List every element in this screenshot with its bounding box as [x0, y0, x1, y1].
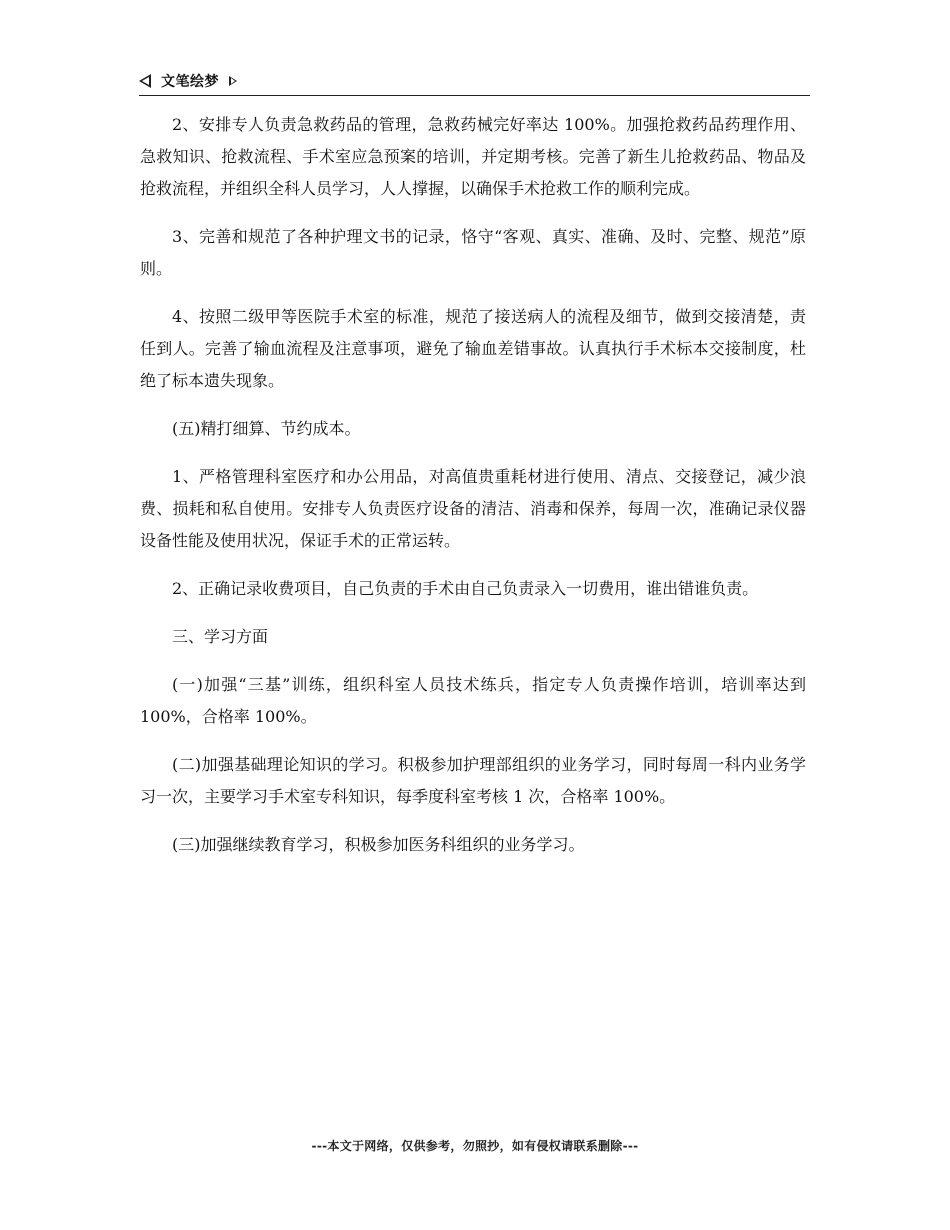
paragraph: 1、严格管理科室医疗和办公用品，对高值贵重耗材进行使用、清点、交接登记，减少浪费、损耗和私自使用。安排专人负责医疗设备的清洁、消毒和保养，每周一次，准确记录仪器设备性能及使用状况，保证手术的正常运转。 [140, 467, 806, 550]
paragraph: 3、完善和规范了各种护理文书的记录，恪守“客观、真实、准确、及时、完整、规范”原则。 [140, 227, 806, 278]
paragraph: 4、按照二级甲等医院手术室的标准，规范了接送病人的流程及细节，做到交接清楚，责任到人。完善了输血流程及注意事项，避免了输血差错事故。认真执行手术标本交接制度，杜绝了标本遗失现象。 [140, 307, 806, 390]
paragraph: (三)加强继续教育学习，积极参加医务科组织的业务学习。 [172, 835, 585, 854]
paragraph: 2、安排专人负责急救药品的管理，急救药械完好率达 100%。加强抢救药品药理作用、急救知识、抢救流程、手术室应急预案的培训，并定期考核。完善了新生儿抢救药品、物品及抢救流程，并组织全科人员学习，人人撑握，以确保手术抢救工作的顺利完成。 [140, 115, 806, 198]
paragraph: (一)加强“三基”训练，组织科室人员技术练兵，指定专人负责操作培训，培训率达到 100%，合格率 100%。 [140, 675, 806, 726]
section-heading: (五)精打细算、节约成本。 [172, 419, 361, 438]
paragraph: (二)加强基础理论知识的学习。积极参加护理部组织的业务学习，同时每周一科内业务学习一次，主要学习手术室专科知识，每季度科室考核 1 次，合格率 100%。 [140, 755, 806, 806]
document-body [140, 109, 806, 877]
page-header [139, 72, 810, 96]
triangle-right-icon [229, 76, 237, 86]
page-footer: ---本文于网络，仅供参考，勿照抄，如有侵权请联系删除--- [311, 1139, 639, 1153]
paragraph: 2、正确记录收费项目，自己负责的手术由自己负责录入一切费用，谁出错谁负责。 [172, 579, 759, 598]
section-heading: 三、学习方面 [172, 627, 269, 646]
triangle-left-icon [139, 74, 151, 88]
header-brand: 文笔绘梦 [161, 74, 219, 90]
